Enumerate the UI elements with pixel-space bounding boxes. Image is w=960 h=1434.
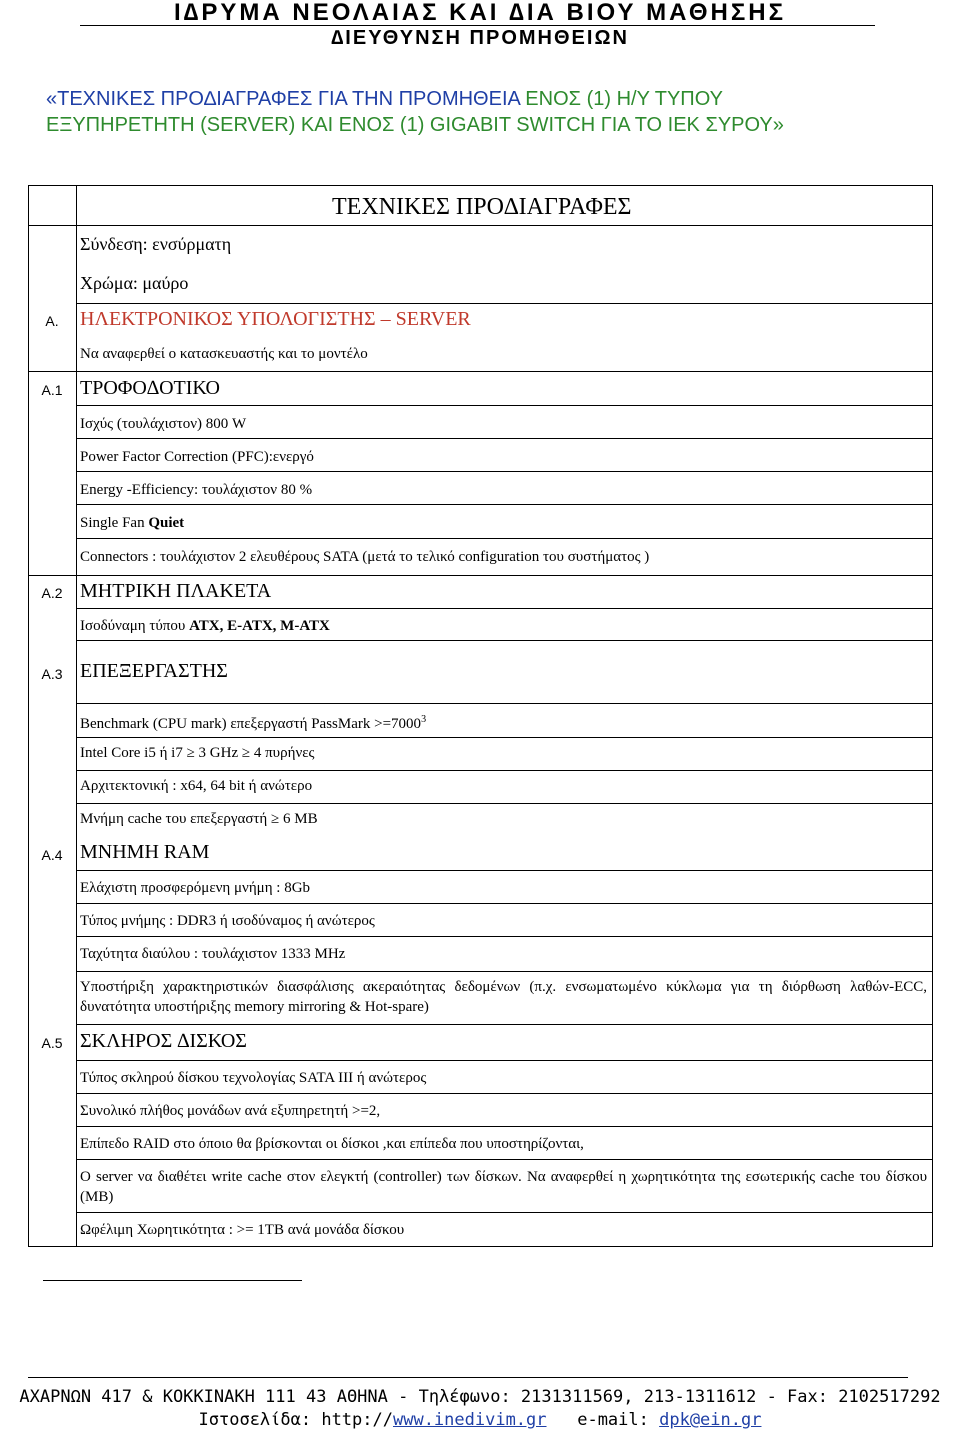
section-code: Α.4 <box>41 847 63 863</box>
spec-row: Μνήμη cache του επεξεργαστή ≥ 6 MB <box>80 811 318 827</box>
spec-row: Να αναφερθεί ο κατασκευαστής και το μοντέλο <box>80 346 368 362</box>
footer-contacts: Ιστοσελίδα: http://www.inedivim.gr e-mail: dpk@ein.gr <box>198 1410 762 1430</box>
spec-row: Power Factor Correction (PFC):ενεργό <box>80 449 314 465</box>
section-title: ΣΚΛΗΡΟΣ ∆ΙΣΚΟΣ <box>80 1030 247 1052</box>
spec-row: Υποστήριξη χαρακτηριστικών διασφάλισης ακεραιότητας δεδομένων (π.χ. ενσωματωμένο κύκλωμα για τη διόρθωση λαθών-ECC, δυνατότητα υποστήριξης memory mirroring & Hot-spare) <box>80 979 927 1015</box>
footer-address: ΑΧΑΡΝΩΝ 417 & ΚΟΚΚΙΝΑΚΗ 111 43 ΑΘΗΝΑ - Τηλέφωνο: 2131311569, 213-1311612 - Fax: 2102517292 <box>19 1387 941 1407</box>
email-link[interactable]: dpk@ein.gr <box>659 1410 762 1430</box>
spec-row: Ο server να διαθέτει write cache στον ελεγκτή (controller) των δίσκων. Να αναφερθεί η χωρητικότητα της εσωτερικής cache του δίσκου (MB) <box>80 1169 927 1205</box>
document-title <box>46 86 926 138</box>
footer-divider <box>28 1377 908 1378</box>
table-border-top <box>28 185 933 186</box>
section-code: Α.5 <box>41 1035 63 1051</box>
quiet-label: Quiet <box>148 515 185 531</box>
section-code: Α. <box>45 313 59 329</box>
title-line-2: ΕΞΥΠΗΡΕΤΗΤΗ (SERVER) ΚΑΙ ΕΝΟΣ (1) GIGABIT SWITCH ΓΙΑ ΤΟ ΙΕΚ ΣΥΡΟΥ» <box>46 114 784 136</box>
section-title: ΜΗΤΡΙΚΗ ΠΛΑΚΕΤΑ <box>80 580 272 602</box>
section-title: ΜΝΗΜΗ RAM <box>80 841 210 863</box>
spec-row: Χρώμα: μαύρο <box>80 273 189 293</box>
website-link[interactable]: www.inedivim.gr <box>392 1410 547 1430</box>
table-border-bottom <box>28 1246 933 1247</box>
spec-row: Intel Core i5 ή i7 ≥ 3 GHz ≥ 4 πυρήνες <box>80 745 315 761</box>
table-border-left <box>28 185 29 1247</box>
section-code: Α.3 <box>41 666 63 682</box>
department-name: ∆ΙΕΥΘΥΝΣΗ ΠΡΟΜΗΘΕΙΩΝ <box>331 27 629 49</box>
spec-row: Συνολικό πλήθος μονάδων ανά εξυπηρετητή >=2, <box>80 1103 381 1119</box>
spec-row: Single Fan Quiet <box>80 515 185 531</box>
section-code: Α.1 <box>41 382 63 398</box>
org-name: Ι∆ΡΥΜΑ ΝΕΟΛΑΙΑΣ ΚΑΙ ∆ΙΑ ΒΙΟΥ ΜΑΘΗΣΗΣ <box>174 0 786 26</box>
spec-row: Τύπος μνήμης : DDR3 ή ισοδύναμος ή ανώτερος <box>80 913 375 929</box>
section-title: ΤΡΟΦΟ∆ΟΤΙΚΟ <box>80 377 220 399</box>
title-part-green: ΕΝΟΣ (1) Η/Υ ΤΥΠΟΥ <box>519 88 723 110</box>
spec-row: Επίπεδο RAID στο όποιο θα βρίσκονται οι δίσκοι ,και επίπεδα που υποστηρίζονται, <box>80 1136 584 1152</box>
section-title: ΕΠΕΞΕΡΓΑΣΤΗΣ <box>80 660 228 682</box>
specs-heading: ΤΕΧΝΙΚΕΣ ΠΡΟ∆ΙΑΓΡΑΦΕΣ <box>332 194 632 220</box>
spec-row: Energy -Efficiency: τουλάχιστον 80 % <box>80 482 313 498</box>
spec-row: Ελάχιστη προσφερόμενη μνήμη : 8Gb <box>80 880 311 896</box>
specifications-table <box>28 185 933 1247</box>
spec-row: Σύνδεση: ενσύρματη <box>80 234 232 254</box>
spec-row: Αρχιτεκτονική : x64, 64 bit ή ανώτερο <box>80 778 313 794</box>
spec-row: Τύπος σκληρού δίσκου τεχνολογίας SATA III ή ανώτερος <box>80 1070 427 1086</box>
table-border-right <box>932 185 933 1247</box>
spec-row: Ισοδύναμη τύπου ATX, E-ATX, M-ATX <box>80 618 330 634</box>
spec-row: Ισχύς (τουλάχιστον) 800 W <box>80 416 247 432</box>
spec-row: Ωφέλιμη Χωρητικότητα : >= 1TB ανά μονάδα δίσκου <box>80 1222 405 1238</box>
spec-row: Benchmark (CPU mark) επεξεργαστή PassMark $>=7000^3$ <box>80 714 427 732</box>
table-column-divider <box>76 185 77 1247</box>
title-part-blue: «ΤΕΧΝΙΚΕΣ ΠΡΟ∆ΙΑΓΡΑΦΕΣ ΓΙΑ ΤΗΝ ΠΡΟΜΗΘΕΙΑ <box>46 88 520 110</box>
footnote-divider <box>43 1280 302 1281</box>
section-title: ΗΛΕΚΤΡΟΝΙΚΟΣ ΥΠΟΛΟΓΙΣΤΗΣ – SERVER <box>80 308 471 330</box>
section-code: Α.2 <box>41 585 63 601</box>
spec-row: Ταχύτητα διαύλου : τουλάχιστον 1333 MHz <box>80 946 346 962</box>
spec-row: Connectors : τουλάχιστον 2 ελευθέρους SATA (μετά το τελικό configuration του συστήματος ) <box>80 549 650 565</box>
